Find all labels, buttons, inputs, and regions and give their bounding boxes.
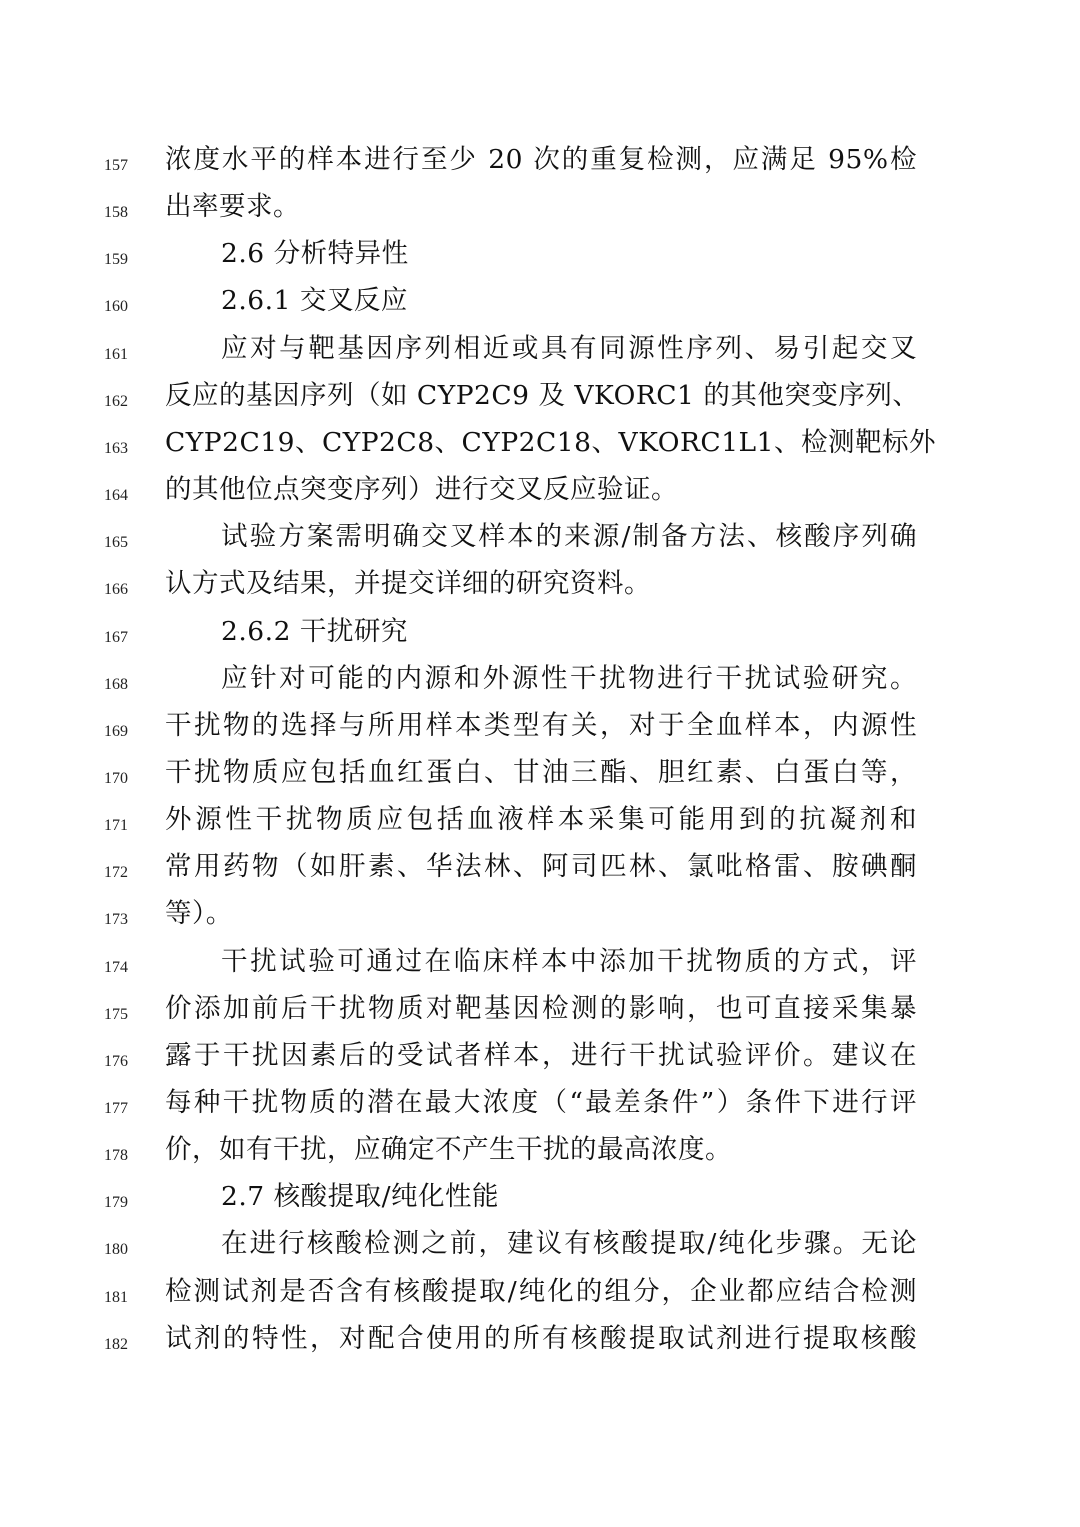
line-number: 181: [104, 1288, 128, 1306]
line-text: 应针对可能的内源和外源性干扰物进行干扰试验研究。: [221, 662, 917, 694]
line-number: 178: [104, 1147, 128, 1165]
line-text: 等）。: [165, 898, 233, 930]
text-line: [0, 1032, 1080, 1079]
text-line: [0, 419, 1080, 466]
line-text: 的其他位点突变序列）进行交叉反应验证。: [165, 474, 678, 506]
line-number: 166: [104, 581, 128, 599]
text-line: [0, 1173, 1080, 1220]
line-number: 182: [104, 1335, 128, 1353]
text-line: [0, 466, 1080, 513]
line-text: 反应的基因序列（如 CYP2C9 及 VKORC1 的其他突变序列、: [165, 379, 920, 411]
line-number: 170: [104, 769, 128, 787]
line-text: 价添加前后干扰物质对靶基因检测的影响，也可直接采集暴: [165, 992, 917, 1024]
line-number: 176: [104, 1052, 128, 1070]
text-line: [0, 1315, 1080, 1362]
line-text: 露于干扰因素后的受试者样本，进行干扰试验评价。建议在: [165, 1039, 917, 1071]
line-number: 168: [104, 675, 128, 693]
line-number: 161: [104, 345, 128, 363]
line-text: 2.7 核酸提取/纯化性能: [221, 1181, 499, 1213]
line-number: 162: [104, 392, 128, 410]
text-line: [0, 230, 1080, 277]
line-text: 干扰试验可通过在临床样本中添加干扰物质的方式，评: [221, 945, 917, 977]
text-line: [0, 372, 1080, 419]
line-number: 160: [104, 298, 128, 316]
text-line: [0, 655, 1080, 702]
text-line: [0, 1268, 1080, 1315]
line-number: 159: [104, 251, 128, 269]
text-line: [0, 513, 1080, 560]
line-number: 157: [104, 157, 128, 174]
line-text: 应对与靶基因序列相近或具有同源性序列、易引起交叉: [221, 332, 917, 364]
line-text: 试验方案需明确交叉样本的来源/制备方法、核酸序列确: [221, 521, 917, 553]
line-text: 2.6.1 交叉反应: [221, 285, 408, 317]
line-number: 175: [104, 1005, 128, 1023]
text-line: [0, 796, 1080, 843]
line-text: 干扰物质应包括血红蛋白、甘油三酯、胆红素、白蛋白等，: [165, 756, 917, 788]
line-number: 180: [104, 1241, 128, 1259]
line-number: 165: [104, 534, 128, 552]
line-number: 169: [104, 722, 128, 740]
line-text: 出率要求。: [165, 191, 300, 223]
line-text: CYP2C19、CYP2C8、CYP2C18、VKORC1L1、检测靶标外: [165, 426, 937, 458]
text-line: [0, 702, 1080, 749]
text-line: [0, 843, 1080, 890]
text-line: [0, 1079, 1080, 1126]
text-line: [0, 608, 1080, 655]
text-line: [0, 1220, 1080, 1267]
line-number: 173: [104, 911, 128, 929]
text-line: [0, 325, 1080, 372]
line-text: 2.6 分析特异性: [221, 238, 409, 270]
line-number: 167: [104, 628, 128, 646]
text-line: [0, 277, 1080, 324]
text-line: [0, 938, 1080, 985]
text-line: [0, 560, 1080, 607]
line-text: 认方式及结果，并提交详细的研究资料。: [165, 568, 651, 600]
line-number: 172: [104, 864, 128, 882]
line-number: 164: [104, 487, 128, 505]
line-text: 外源性干扰物质应包括血液样本采集可能用到的抗凝剂和: [165, 804, 917, 836]
text-line: [0, 183, 1080, 230]
line-text: 价，如有干扰，应确定不产生干扰的最高浓度。: [165, 1134, 732, 1166]
text-line: [0, 749, 1080, 796]
line-text: 在进行核酸检测之前，建议有核酸提取/纯化步骤。无论: [221, 1228, 917, 1260]
text-line: [0, 985, 1080, 1032]
line-text: 2.6.2 干扰研究: [221, 615, 408, 647]
line-text: 浓度水平的样本进行至少 20 次的重复检测，应满足 95%检: [165, 144, 917, 175]
line-number: 171: [104, 817, 128, 835]
line-number: 179: [104, 1194, 128, 1212]
line-text: 检测试剂是否含有核酸提取/纯化的组分，企业都应结合检测: [165, 1275, 917, 1307]
text-line: [0, 1126, 1080, 1173]
line-number: 177: [104, 1100, 128, 1117]
line-number: 174: [104, 958, 128, 976]
line-number: 163: [104, 439, 128, 457]
line-text: 干扰物的选择与所用样本类型有关，对于全血样本，内源性: [165, 709, 917, 741]
text-line: [0, 890, 1080, 937]
line-text: 每种干扰物质的潜在最大浓度（“最差条件”）条件下进行评: [165, 1087, 917, 1118]
line-text: 常用药物（如肝素、华法林、阿司匹林、氯吡格雷、胺碘酮: [165, 851, 917, 883]
line-number: 158: [104, 204, 128, 222]
line-text: 试剂的特性，对配合使用的所有核酸提取试剂进行提取核酸: [165, 1322, 917, 1354]
text-line: [0, 136, 1080, 183]
